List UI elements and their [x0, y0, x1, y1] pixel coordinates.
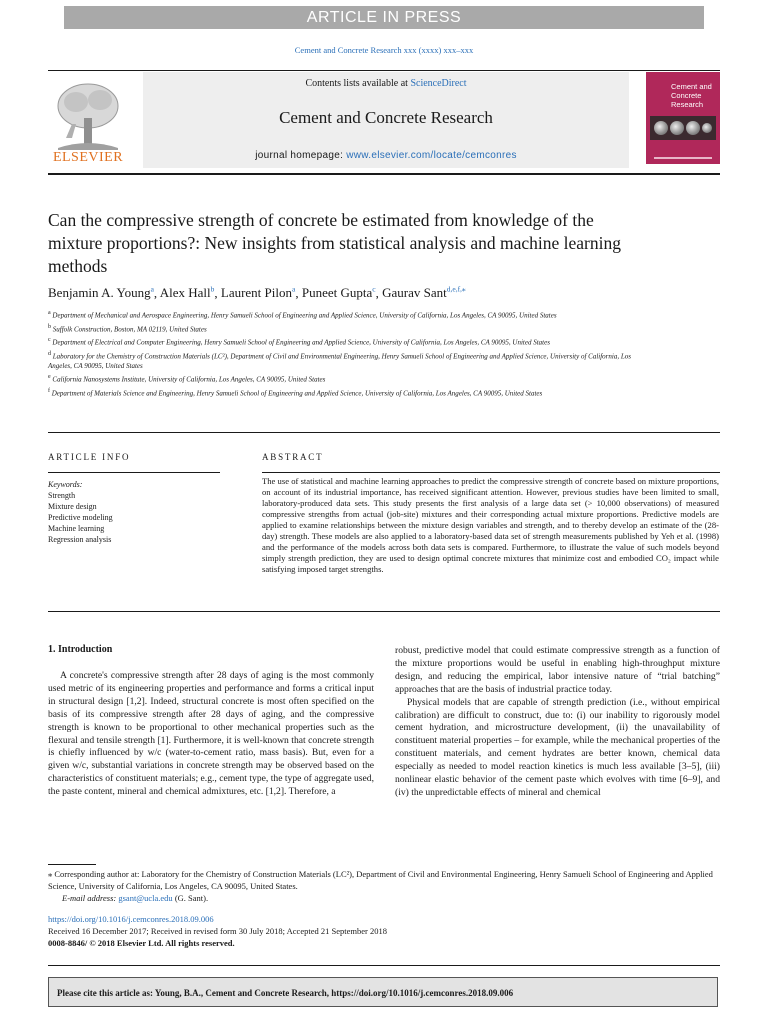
keyword-item: Machine learning	[48, 523, 105, 533]
contents-prefix: Contents lists available at	[305, 78, 408, 89]
cover-footer-bar	[654, 157, 712, 159]
footer-rule	[48, 965, 720, 966]
abstract-text: The use of statistical and machine learning approaches to predict the compressive strength of concrete based on mixture proportions, on account of its industrial importance, has received significant attention. However, previous studies have been limited to small, laboratory-produced data sets. This study presents the first analysis of a large data set (> 10,000 observations) of measured compressive strengths from actual (job-site) mixtures and their corresponding actual mixture proportions. Predictive models are applied to examine relationships between the mixture design variables and strength, and to thereby develop an estimate of the (28-day) strength. These models are also applied to a laboratory-based data set of strength measurements published by Yeh et al. (1998) and the performance of the models across both data sets is compared. Furthermore, to illustrate the value of such models beyond simply strength prediction, they are used to design optimal concrete mixtures that minimize cost and embodied CO₂ impact while satisfying imposed target strengths.	[262, 476, 719, 574]
homepage-line	[143, 150, 629, 161]
affiliation-b: $^b$ Suffolk Construction, Boston, MA 02119, United States	[48, 323, 207, 334]
body-right-column	[395, 645, 720, 800]
email-suffix: (G. Sant).	[174, 893, 209, 903]
keyword-item: Mixture design	[48, 501, 97, 511]
footnotes	[48, 868, 720, 904]
abstract-bottom-rule	[48, 611, 720, 612]
doi-link[interactable]: https://doi.org/10.1016/j.cemconres.2018.09.006	[48, 914, 214, 924]
cover-image-band	[650, 116, 716, 140]
keyword-item: Predictive modeling	[48, 512, 113, 522]
affiliation-e: $^e$ California Nanosystems Institute, University of California, Los Angeles, CA 90095, United States	[48, 374, 326, 384]
article-in-press-banner: ARTICLE IN PRESS	[64, 6, 704, 29]
body-left-column	[48, 670, 374, 799]
keywords-block	[48, 480, 218, 545]
affiliation-f: $^f$ Department of Materials Science and Engineering, Henry Samueli School of Engineering and Applied Science, University of California, Los Angeles, CA 90095, United States	[48, 388, 543, 398]
header-bottom-rule	[48, 173, 720, 175]
section-heading-introduction: 1. Introduction	[48, 644, 113, 655]
abstract-rule	[262, 472, 720, 473]
author-2[interactable]: Alex Hall$^b$	[159, 285, 215, 301]
affiliation-c: $^c$ Department of Electrical and Computer Engineering, Henry Samueli School of Engineering and Applied Science, University of California, Los Angeles, CA 90095, United States	[48, 337, 550, 347]
author-3[interactable]: Laurent Pilon$^a$	[220, 285, 296, 301]
cover-title: Cement and Concrete Research	[671, 82, 712, 109]
contents-line	[143, 78, 629, 89]
email-label: E-mail address:	[62, 893, 117, 903]
paragraph: A concrete's compressive strength after 28 days of aging is the most commonly used metric of its engineering properties and performance and forms a critical input in structural design [1,2]. Indeed, structural concrete is most often specified on the basis of its compressive strength after 28 days of aging, and the compressive strength is known to be proportional to other mechanical properties such as the flexural and tensile strength [1]. Furthermore, it is well-known that concrete strength is chiefly influenced by w/c (water-to-cement ratio, mass basis). But, even for a given w/c, substantial variations in concrete strength may be observed based on the characteristics of constituent materials; e.g., cement type, the type of aggregate used, the paste content, mineral and chemical admixtures, etc. [1,2]. Therefore, a	[48, 670, 374, 798]
citation-box: Please cite this article as: Young, B.A., Cement and Concrete Research, https://doi.org/10.1016/j.cemconres.2018.09.006	[48, 977, 718, 1007]
article-info-rule	[48, 472, 220, 473]
affiliation-d: $^d$ Laboratory for the Chemistry of Construction Materials (LC²), Department of Civil and Environmental Engineering, Henry Samueli School of Engineering and Applied Science, University of California, Los Angeles, CA 90095, United States	[48, 351, 631, 370]
footnote-rule	[48, 864, 96, 865]
publication-info	[48, 913, 720, 949]
affiliation-a: $^a$ Department of Mechanical and Aerospace Engineering, Henry Samueli School of Engineering and Applied Science, University of California, Los Angeles, CA 90095, United States	[48, 310, 557, 320]
copyright-line: 0008-8846/ © 2018 Elsevier Ltd. All rights reserved.	[48, 938, 235, 948]
paragraph: robust, predictive model that could estimate compressive strength as a function of the mixture proportions would be useful in enabling high-throughput mixture design, and reducing the empirical, labor intensive nature of “trial batching” approaches that are the basis of industrial practice today.	[395, 645, 720, 695]
elsevier-wordmark: ELSEVIER	[52, 150, 124, 165]
cover-disc-2	[670, 121, 684, 135]
header-top-rule	[48, 70, 720, 71]
homepage-link[interactable]: www.elsevier.com/locate/cemconres	[346, 150, 517, 161]
email-line	[48, 892, 720, 904]
corresponding-author-note: ⁎ Corresponding author at: Laboratory for the Chemistry of Construction Materials (LC²), Department of Civil and Environmental Engineering, Henry Samueli School of Engineering and Applied Science, University of California, Los Angeles, CA 90095, United States.	[48, 869, 713, 891]
keywords-label: Keywords:	[48, 480, 83, 489]
affiliations-bottom-rule	[48, 432, 720, 433]
author-list: Benjamin A. Young$^a$, Alex Hall$^b$, Laurent Pilon$^a$, Puneet Gupta$^c$, Gaurav Sant$^{d,e,f,⁎}$	[48, 285, 466, 301]
cover-disc-3	[686, 121, 700, 135]
author-1[interactable]: Benjamin A. Young$^a$	[48, 285, 154, 301]
affiliations	[48, 309, 638, 401]
paragraph: Physical models that are capable of strength prediction (i.e., without empirical calibration) are difficult to construct, due to: (i) our inability to rigorously model cement hydration, and microstructure development, (ii) the unavailability of constituent material properties – for example, while the mechanical properties of the constituent materials, and cement hydrates are better known, chemical data especially as needed to model reaction kinetics is much less available [3–5], (iii) nonlinear elastic behavior of the cement paste which evolves with time [6–9], and (iv) the unpredictable effects of mineral and chemical	[395, 696, 720, 798]
journal-title: Cement and Concrete Research	[279, 108, 493, 127]
journal-cover-thumbnail	[646, 72, 720, 164]
sciencedirect-link[interactable]: ScienceDirect	[410, 78, 467, 89]
keyword-item: Strength	[48, 490, 76, 500]
keyword-item: Regression analysis	[48, 534, 112, 544]
cover-disc-1	[654, 121, 668, 135]
cover-disc-4	[702, 123, 712, 133]
abstract-heading: ABSTRACT	[262, 452, 324, 462]
author-5[interactable]: Gaurav Sant$^{d,e,f,⁎}$	[382, 285, 466, 301]
email-link[interactable]: gsant@ucla.edu	[118, 893, 173, 903]
author-4[interactable]: Puneet Gupta$^c$	[301, 285, 376, 301]
article-title: Can the compressive strength of concrete be estimated from knowledge of the mixture proportions?: New insights from statistical analysis and machine learning methods	[48, 210, 621, 276]
journal-reference-link[interactable]: Cement and Concrete Research xxx (xxxx) xxx–xxx	[294, 45, 474, 55]
homepage-prefix: journal homepage:	[255, 150, 344, 161]
article-info-heading: ARTICLE INFO	[48, 452, 131, 462]
received-dates: Received 16 December 2017; Received in revised form 30 July 2018; Accepted 21 September 2018	[48, 926, 387, 936]
